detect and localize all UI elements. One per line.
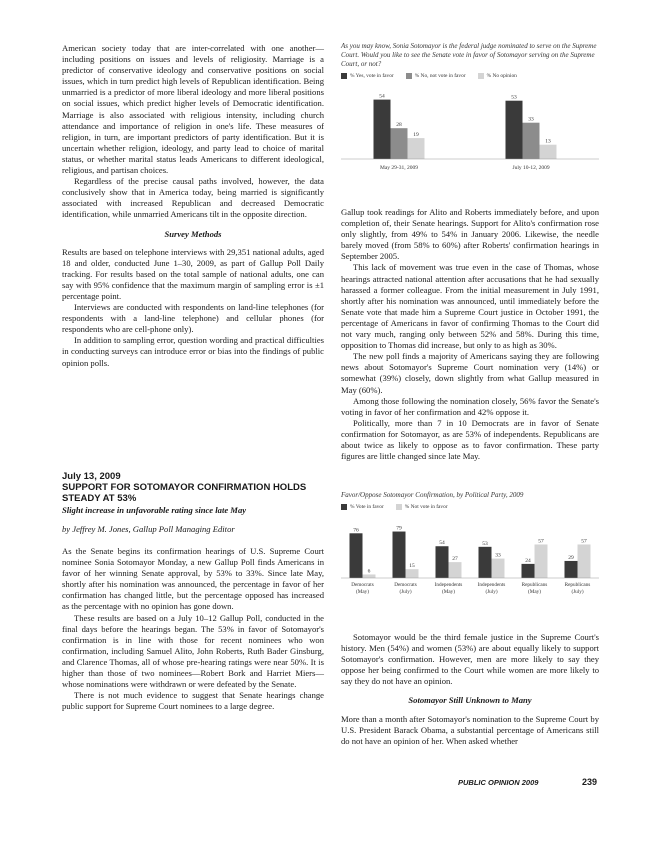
tick-label: (May)	[442, 589, 455, 596]
tick-label: May 29-31, 2009	[379, 165, 419, 172]
bar	[406, 569, 419, 578]
article-title-line1: SUPPORT FOR SOTOMAYOR CONFIRMATION HOLDS	[62, 482, 307, 493]
bar	[391, 128, 408, 159]
paragraph: Interviews are conducted with respondents on land-line telephones (for respondents with a land-line telephone) and cellular phones (for respondents who are cell-phone only).	[62, 302, 324, 335]
data-label: 27	[452, 556, 458, 563]
paragraph: More than a month after Sotomayor's nomination to the Supreme Court by U.S. President Barack Obama, a substantial percentage of Americans still do not have an opinion of her. When asked whether	[341, 713, 599, 746]
data-label: 6	[367, 568, 371, 575]
running-footer: PUBLIC OPINION 2009	[458, 778, 539, 787]
bar	[436, 546, 449, 578]
paragraph: Sotomayor would be the third female justice in the Supreme Court's history. Men (54%) and women (53%) are about equally likely to support Sotomayor's confirmation. However, men are more likely to say they oppose her being confirmed to the Court while women are more likely to say they do not have an opinion.	[341, 632, 599, 687]
paragraph: As the Senate begins its confirmation hearings of U.S. Supreme Court nominee Sonia Sotomayor Monday, a new Gallup Poll finds Americans in favor of her winning Senate approval, by 53% to 33%. Since late May, shortly after his nomination was announced, the percentage in favor of her confirmation has changed little, but the percentage opposed has increased as the percentage with no opinion has gone down.	[62, 546, 324, 612]
bar	[523, 123, 540, 159]
article-byline: by Jeffrey M. Jones, Gallup Poll Managing Editor	[62, 524, 235, 534]
bar	[578, 545, 591, 579]
paragraph: This lack of movement was true even in the case of Thomas, whose hearings attracted national attention after accusations that he had sexually harassed a former colleague. From the initial measurement in July 1991, shortly after his nomination was announced, until immediately before the Senate vote that made him a Supreme Court justice in October 1991, the percentage of Americans in favor of confirming Thomas to the Court did not vary much, ranging only between 52% and 58%. During this time, opposition to Thomas did increase, but only to as high as 30%.	[341, 262, 599, 351]
article-date: July 13, 2009	[62, 471, 121, 482]
tick-label: Democrats	[394, 582, 417, 589]
paragraph: American society today that are inter-correlated with one another—including positions on issues and levels of religiosity. Marriage is a predictor of conservative ideology and conservative positions on social issues, which in turn predict high levels of Republican identification. Being unmarried is a predictor of more liberal ideology and more liberal positions on social issues, which predict higher levels of Democratic identification. Marriage is also associated with religious intensity, including church attendance and importance of religion in one's life. These measures of religion, in turn, are important predictors of party identification. But it is uncertain whether religion, ideology, and party lead to choice of marital status, or whether marital status leads Americans to different ideological, religious, and partisan choices.	[62, 43, 324, 176]
data-label: 19	[413, 132, 419, 139]
right-column-text	[341, 207, 599, 462]
paragraph: Results are based on telephone interviews with 29,351 national adults, aged 18 and older, conducted June 1–30, 2009, as part of Gallup Poll Daily tracking. For results based on the total sample of national adults, one can say with 95% confidence that the maximum margin of sampling error is ±1 percentage point.	[62, 246, 324, 301]
bar	[540, 145, 557, 159]
data-label: 57	[538, 538, 544, 545]
chart-by-party	[341, 491, 599, 610]
article-header	[62, 471, 324, 534]
article-title-line2: STEADY AT 53%	[62, 493, 137, 504]
section-heading: Survey Methods	[164, 228, 222, 239]
data-label: 33	[528, 116, 534, 123]
paragraph: The new poll finds a majority of Americans saying they are following news about Sotomayor's Supreme Court nomination very (14%) or somewhat (39%) closely, down slightly from what Gallup measured in May (60%).	[341, 351, 599, 395]
bar	[374, 100, 391, 159]
chart-title: Favor/Oppose Sotomayor Confirmation, by Political Party, 2009	[341, 491, 524, 499]
left-column-article	[62, 546, 324, 712]
legend-item: % No, not vote in favor	[406, 73, 466, 79]
bar	[522, 564, 535, 578]
data-label: 13	[545, 138, 551, 145]
bar	[393, 532, 406, 578]
legend-item: % Not vote in favor	[396, 504, 448, 510]
tick-label: Republicans	[521, 582, 548, 589]
tick-label: Democrats	[351, 582, 374, 589]
tick-label: (July)	[485, 589, 498, 596]
chart-plot	[341, 79, 599, 184]
bar	[492, 559, 505, 578]
tick-label: Republicans	[564, 582, 591, 589]
section-heading: Sotomayor Still Unknown to Many	[408, 695, 532, 706]
tick-label: (May)	[528, 589, 541, 596]
chart-plot	[341, 510, 599, 605]
data-label: 15	[409, 563, 415, 570]
chart-senate-vote	[341, 42, 599, 189]
legend-item: % Yes, vote in favor	[341, 73, 394, 79]
data-label: 24	[525, 558, 531, 565]
paragraph: Politically, more than 7 in 10 Democrats are in favor of Senate confirmation for Sotomayor, as are 53% of independents. Republicans are about twice as likely to oppose as to favor confirmation. These party figures are little changed since late May.	[341, 417, 599, 462]
paragraph: Among those following the nomination closely, 56% favor the Senate's voting in favor of her confirmation and 42% oppose it.	[341, 395, 599, 417]
tick-label: July 10-12, 2009	[512, 165, 550, 172]
tick-label: (July)	[399, 589, 412, 596]
bar	[363, 575, 376, 579]
bar	[565, 561, 578, 578]
data-label: 53	[482, 541, 488, 548]
page-number: 239	[582, 777, 598, 787]
data-label: 57	[581, 538, 587, 545]
left-column-top	[62, 43, 324, 369]
bar	[506, 101, 523, 159]
bar	[449, 562, 462, 578]
bar	[350, 534, 363, 579]
bar	[408, 138, 425, 159]
data-label: 29	[568, 555, 574, 562]
data-label: 53	[511, 94, 517, 101]
bar	[479, 547, 492, 578]
right-column-bottom	[341, 632, 599, 747]
chart-title: As you may know, Sonia Sotomayor is the federal judge nominated to serve on the Supreme Court. Would you like to see the Senate vote in favor of Sotomayor serving on the Supreme Court, or not?	[341, 42, 597, 68]
data-label: 76	[353, 527, 359, 534]
paragraph: These results are based on a July 10–12 Gallup Poll, conducted in the final days before the hearings began. The 53% in favor of Sotomayor's confirmation is in line with those for recent nominees who won confirmation, including Samuel Alito, John Roberts, Ruth Bader Ginsburg, and Clarence Thomas, all of whose pre-hearing ratings were near 50%. It is higher than those of two nominees—Robert Bork and Harriet Miers—whose nominations were withdrawn or were defeated by the Senate.	[62, 612, 324, 690]
tick-label: (July)	[571, 589, 584, 596]
paragraph: Gallup took readings for Alito and Roberts immediately before, and upon completion of, their Senate hearings. Support for Alito's confirmation rose only slightly, from 49% to 54% in January 2006. Likewise, the needle barely moved (from 58% to 60%) after Roberts' confirmation hearings in September 2005.	[341, 207, 599, 262]
paragraph: In addition to sampling error, question wording and practical difficulties in conducting surveys can introduce error or bias into the findings of public opinion polls.	[62, 335, 324, 368]
data-label: 54	[379, 93, 385, 100]
tick-label: (May)	[356, 589, 369, 596]
paragraph: Regardless of the precise causal paths involved, however, the data conclusively show that in America today, being married is significantly associated with increased Republican and decreased Democratic identification, while unmarried Americans tilt in the opposite direction.	[62, 176, 324, 220]
legend-item: % Vote in favor	[341, 504, 384, 510]
data-label: 33	[495, 552, 501, 559]
article-subtitle: Slight increase in unfavorable rating since late May	[62, 505, 247, 515]
data-label: 79	[396, 525, 402, 532]
bar	[535, 545, 548, 579]
paragraph: There is not much evidence to suggest that Senate hearings change public support for Supreme Court nominees to a large degree.	[62, 690, 324, 712]
data-label: 28	[396, 122, 402, 129]
tick-label: Independents	[434, 582, 463, 589]
tick-label: Independents	[477, 582, 506, 589]
legend-item: % No opinion	[478, 73, 517, 79]
data-label: 54	[439, 540, 445, 547]
